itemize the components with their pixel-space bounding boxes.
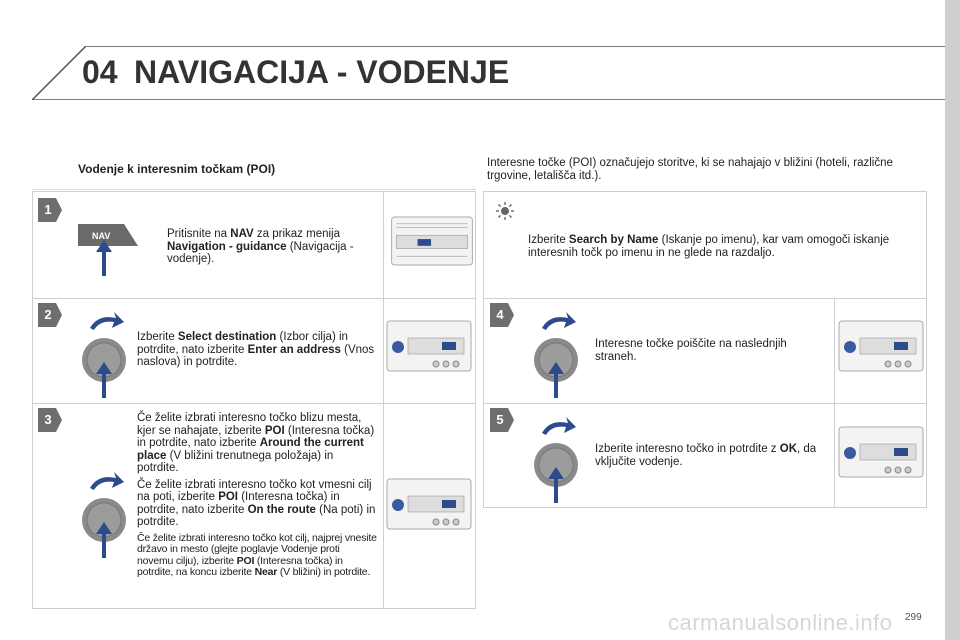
page-number: 299 — [905, 612, 922, 623]
divider — [383, 403, 384, 609]
divider — [33, 298, 475, 299]
step-5-text: Izberite interesno točko in potrdite z OK, da vključite vodenje. — [595, 443, 817, 468]
divider — [834, 298, 835, 403]
divider — [383, 192, 384, 298]
section-title: Vodenje k interesnim točkam (POI) — [78, 162, 276, 176]
watermark: carmanualsonline.info — [668, 610, 893, 635]
divider — [383, 298, 384, 403]
radio-panel-icon — [386, 478, 472, 530]
step-badge-5: 5 — [490, 408, 514, 432]
turn-arrow-icon — [90, 472, 124, 490]
radio-panel-icon — [838, 426, 924, 478]
chapter-header — [32, 46, 956, 100]
step-3-paragraph-2: Če želite izbrati interesno točko kot vmesni cilj na poti, izberite POI (Interesna točka) in potrdite, nato izberite On the route (Na poti) in potrdite. — [137, 478, 376, 528]
chapter-number: 04 — [82, 54, 118, 90]
nav-button-icon — [74, 206, 144, 278]
chapter-title: NAVIGACIJA - VODENJE — [134, 54, 510, 90]
turn-arrow-icon — [542, 312, 576, 330]
step-4-text: Interesne točke poiščite na naslednjih straneh. — [595, 338, 787, 363]
step-badge-3: 3 — [38, 408, 62, 432]
section-title-rule — [32, 176, 476, 190]
step-2-text: Izberite Select destination (Izbor cilja) in potrdite, nato izberite Enter an address (Vnos naslova) in potrdite. — [137, 331, 375, 368]
radio-panel-icon — [386, 320, 472, 372]
step-badge-1: 1 — [38, 198, 62, 222]
nav-button-label: NAV — [92, 231, 111, 241]
sun-icon — [496, 202, 514, 220]
knob-icon — [528, 415, 586, 505]
divider — [484, 298, 926, 299]
step-3-paragraph-1: Če želite izbrati interesno točko blizu mesta, kjer se nahajate, izberite POI (Interesna točka) in potrdite, nato izberite Around the current place (V bližini trenutnega položaja) in potrdite. — [137, 412, 375, 474]
turn-arrow-icon — [542, 417, 576, 435]
knob-icon — [528, 310, 586, 400]
side-tab — [945, 0, 960, 640]
tip-text: Izberite Search by Name (Iskanje po imenu), kar vam omogoči iskanje interesnih točk po imenu in ne glede na razdaljo. — [528, 234, 890, 259]
step-3-text — [137, 412, 377, 583]
step-1-text: Pritisnite na NAV za prikaz menija Navigation - guidance (Navigacija - vodenje). — [167, 228, 354, 265]
section-intro: Interesne točke (POI) označujejo storitve, ki se nahajajo v bližini (hoteli, različne trgovine, letališča itd.). — [487, 157, 893, 182]
turn-arrow-icon — [90, 312, 124, 330]
divider — [484, 403, 926, 404]
radio-panel-icon — [390, 216, 474, 266]
knob-icon — [76, 310, 134, 400]
knob-icon — [76, 470, 134, 560]
step-badge-2: 2 — [38, 303, 62, 327]
radio-panel-icon — [838, 320, 924, 372]
divider — [33, 403, 475, 404]
step-badge-4: 4 — [490, 303, 514, 327]
step-3-paragraph-3: Če želite izbrati interesno točko kot cilj, najprej vnesite državo in mesto (glejte poglavje Vodenje proti novemu cilju), izberite POI (Interesna točka) in potrdite, na koncu izberite Near (V bližini) in potrdite. — [137, 531, 377, 578]
